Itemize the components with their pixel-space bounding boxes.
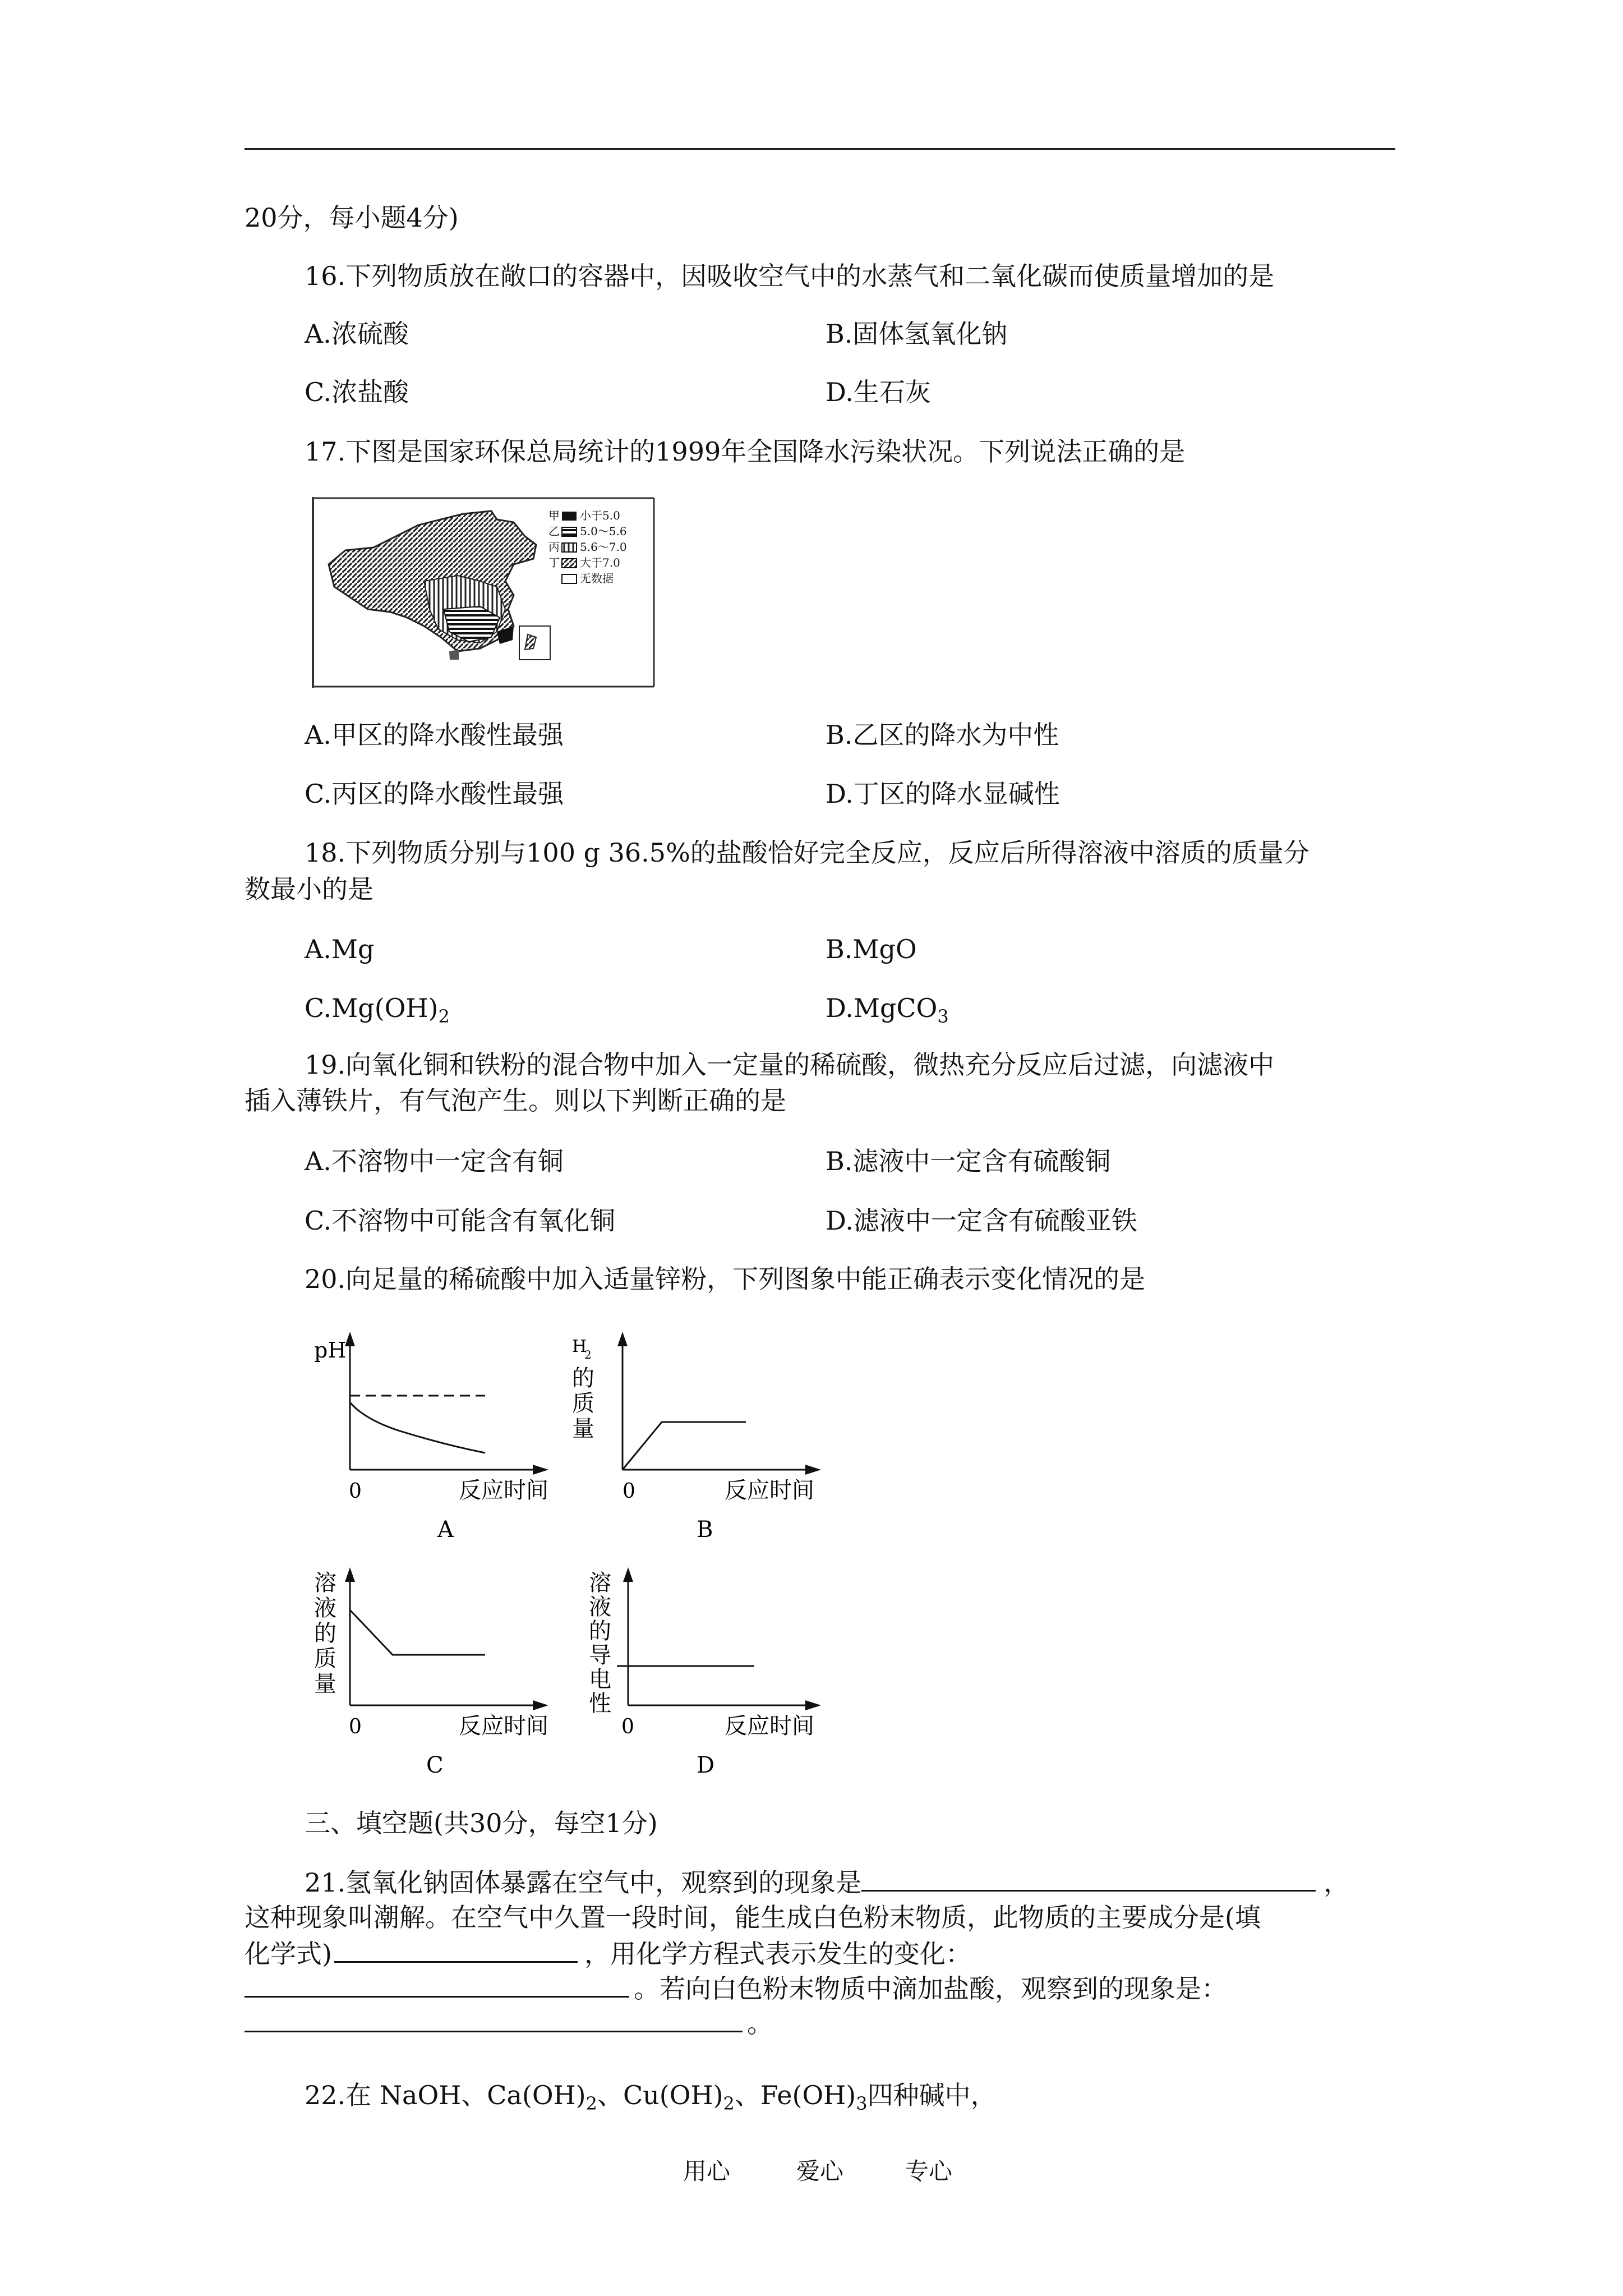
graph-b-origin: 0 bbox=[623, 1480, 635, 1503]
q21-blank-formula[interactable] bbox=[334, 1936, 578, 1963]
legend-text-jia: 小于5.0 bbox=[580, 509, 620, 522]
q21-blank-observation[interactable] bbox=[245, 2006, 743, 2032]
q22-text-2: 、Cu(OH) bbox=[597, 2080, 723, 2110]
graph-d-ylabel: 溶液的导电性 bbox=[589, 1570, 611, 1717]
q21-line5 bbox=[245, 2006, 773, 2040]
graph-b bbox=[572, 1329, 830, 1554]
graph-b-ylabel-h: H bbox=[572, 1337, 587, 1356]
q16-option-d: D.生石灰 bbox=[826, 377, 931, 407]
q21-line4 bbox=[245, 1971, 1227, 2005]
header-rule bbox=[245, 148, 1395, 150]
q21-line1-text: 21.氢氧化钠固体暴露在空气中，观察到的现象是 bbox=[305, 1867, 862, 1898]
legend-text-nodata: 无数据 bbox=[580, 572, 614, 585]
graph-c-xlabel: 反应时间 bbox=[459, 1713, 548, 1739]
q18-option-c bbox=[305, 991, 450, 1033]
legend-label-jia: 甲 bbox=[548, 509, 560, 522]
q18-option-c-main: C.Mg(OH) bbox=[305, 993, 439, 1023]
q17-option-c: C.丙区的降水酸性最强 bbox=[305, 779, 564, 809]
q21-line3 bbox=[245, 1936, 971, 1971]
q18-stem-line1: 18.下列物质分别与100 g 36.5%的盐酸恰好完全反应，反应后所得溶液中溶质的质量分 bbox=[305, 838, 1310, 868]
q22-sub-3: 3 bbox=[856, 2093, 868, 2114]
graph-d-letter: D bbox=[697, 1752, 715, 1778]
q18-option-d bbox=[826, 991, 949, 1033]
graph-b-ylabel-h-subscript: 2 bbox=[584, 1348, 592, 1361]
q22-stem bbox=[305, 2078, 997, 2120]
q21-line3-text: 化学式) bbox=[245, 1939, 332, 1969]
q18-option-c-subscript: 2 bbox=[438, 1006, 450, 1027]
q21-line1 bbox=[305, 1865, 1349, 1899]
graph-d-origin: 0 bbox=[621, 1715, 634, 1738]
q21-line5-text: 。 bbox=[747, 2008, 773, 2039]
q16-stem: 16.下列物质放在敞口的容器中，因吸收空气中的水蒸气和二氧化碳而使质量增加的是 bbox=[305, 261, 1275, 291]
q17-stem: 17.下图是国家环保总局统计的1999年全国降水污染状况。下列说法正确的是 bbox=[305, 436, 1186, 467]
q21-line3-tail: ，用化学方程式表示发生的变化： bbox=[584, 1939, 971, 1969]
graph-d bbox=[572, 1565, 830, 1789]
graph-a-origin: 0 bbox=[349, 1480, 362, 1503]
q19-stem-line1: 19.向氧化铜和铁粉的混合物中加入一定量的稀硫酸，微热充分反应后过滤，向滤液中 bbox=[305, 1050, 1275, 1080]
q20-stem: 20.向足量的稀硫酸中加入适量锌粉，下列图象中能正确表示变化情况的是 bbox=[305, 1264, 1146, 1294]
q21-line2: 这种现象叫潮解。在空气中久置一段时间，能生成白色粉末物质，此物质的主要成分是(填 bbox=[245, 1902, 1261, 1932]
q16-option-a: A.浓硫酸 bbox=[305, 319, 409, 349]
q16-option-b: B.固体氢氧化钠 bbox=[826, 319, 1008, 349]
q21-blank-phenomenon[interactable] bbox=[861, 1865, 1316, 1892]
graph-a bbox=[314, 1329, 561, 1554]
section-intro: 20分，每小题4分) bbox=[245, 203, 459, 233]
graph-c-letter: C bbox=[426, 1752, 444, 1778]
q18-option-b: B.MgO bbox=[826, 934, 917, 964]
footer-word-1: 用心 bbox=[683, 2157, 731, 2185]
legend-label-ding: 丁 bbox=[548, 556, 560, 569]
graph-c bbox=[314, 1565, 561, 1789]
q22-text-1: 22.在 NaOH、Ca(OH) bbox=[305, 2080, 586, 2110]
legend-text-bing: 5.6～7.0 bbox=[580, 540, 627, 554]
graph-d-xlabel: 反应时间 bbox=[725, 1713, 814, 1739]
section-3-heading: 三、填空题(共30分，每空1分) bbox=[305, 1808, 658, 1838]
q22-sub-2: 2 bbox=[723, 2093, 735, 2114]
q19-option-c: C.不溶物中可能含有氧化铜 bbox=[305, 1205, 616, 1236]
q17-option-d: D.丁区的降水显碱性 bbox=[826, 779, 1060, 809]
q19-option-a: A.不溶物中一定含有铜 bbox=[305, 1146, 564, 1176]
graph-a-letter: A bbox=[437, 1517, 454, 1543]
q16-option-c: C.浓盐酸 bbox=[305, 377, 409, 407]
legend-text-ding: 大于7.0 bbox=[580, 556, 620, 569]
q17-option-a: A.甲区的降水酸性最强 bbox=[305, 720, 564, 750]
q22-sub-1: 2 bbox=[585, 2093, 597, 2114]
q19-option-b: B.滤液中一定含有硫酸铜 bbox=[826, 1146, 1111, 1176]
footer-word-2: 爱心 bbox=[796, 2157, 844, 2185]
graph-c-origin: 0 bbox=[349, 1715, 362, 1738]
q18-stem-line2: 数最小的是 bbox=[245, 874, 374, 904]
q19-stem-line2: 插入薄铁片，有气泡产生。则以下判断正确的是 bbox=[245, 1085, 786, 1116]
q18-option-d-main: D.MgCO bbox=[826, 993, 938, 1023]
q19-option-d: D.滤液中一定含有硫酸亚铁 bbox=[826, 1205, 1137, 1236]
graph-b-xlabel: 反应时间 bbox=[725, 1478, 814, 1503]
graph-c-ylabel: 溶液的质量 bbox=[314, 1570, 336, 1697]
q21-blank-equation[interactable] bbox=[245, 1971, 629, 1998]
graph-b-ylabel: 的质量 bbox=[572, 1365, 594, 1442]
q22-text-4: 四种碱中， bbox=[867, 2080, 997, 2110]
legend-label-bing: 丙 bbox=[548, 540, 560, 554]
china-map-image bbox=[312, 497, 655, 688]
graph-a-ylabel: pH bbox=[314, 1338, 347, 1363]
q18-option-a: A.Mg bbox=[305, 934, 375, 964]
q22-text-3: 、Fe(OH) bbox=[734, 2080, 856, 2110]
q18-option-d-subscript: 3 bbox=[937, 1006, 949, 1027]
graph-b-letter: B bbox=[697, 1517, 713, 1543]
footer-word-3: 专心 bbox=[905, 2157, 953, 2185]
legend-label-yi: 乙 bbox=[548, 524, 560, 538]
rainfall-map-figure bbox=[312, 497, 655, 688]
q17-option-b: B.乙区的降水为中性 bbox=[826, 720, 1059, 750]
graph-a-xlabel: 反应时间 bbox=[459, 1478, 548, 1503]
q21-line4-text: 。若向白色粉末物质中滴加盐酸，观察到的现象是： bbox=[634, 1973, 1227, 2004]
legend-text-yi: 5.0～5.6 bbox=[580, 524, 627, 538]
q21-line1-end: ， bbox=[1324, 1867, 1350, 1898]
